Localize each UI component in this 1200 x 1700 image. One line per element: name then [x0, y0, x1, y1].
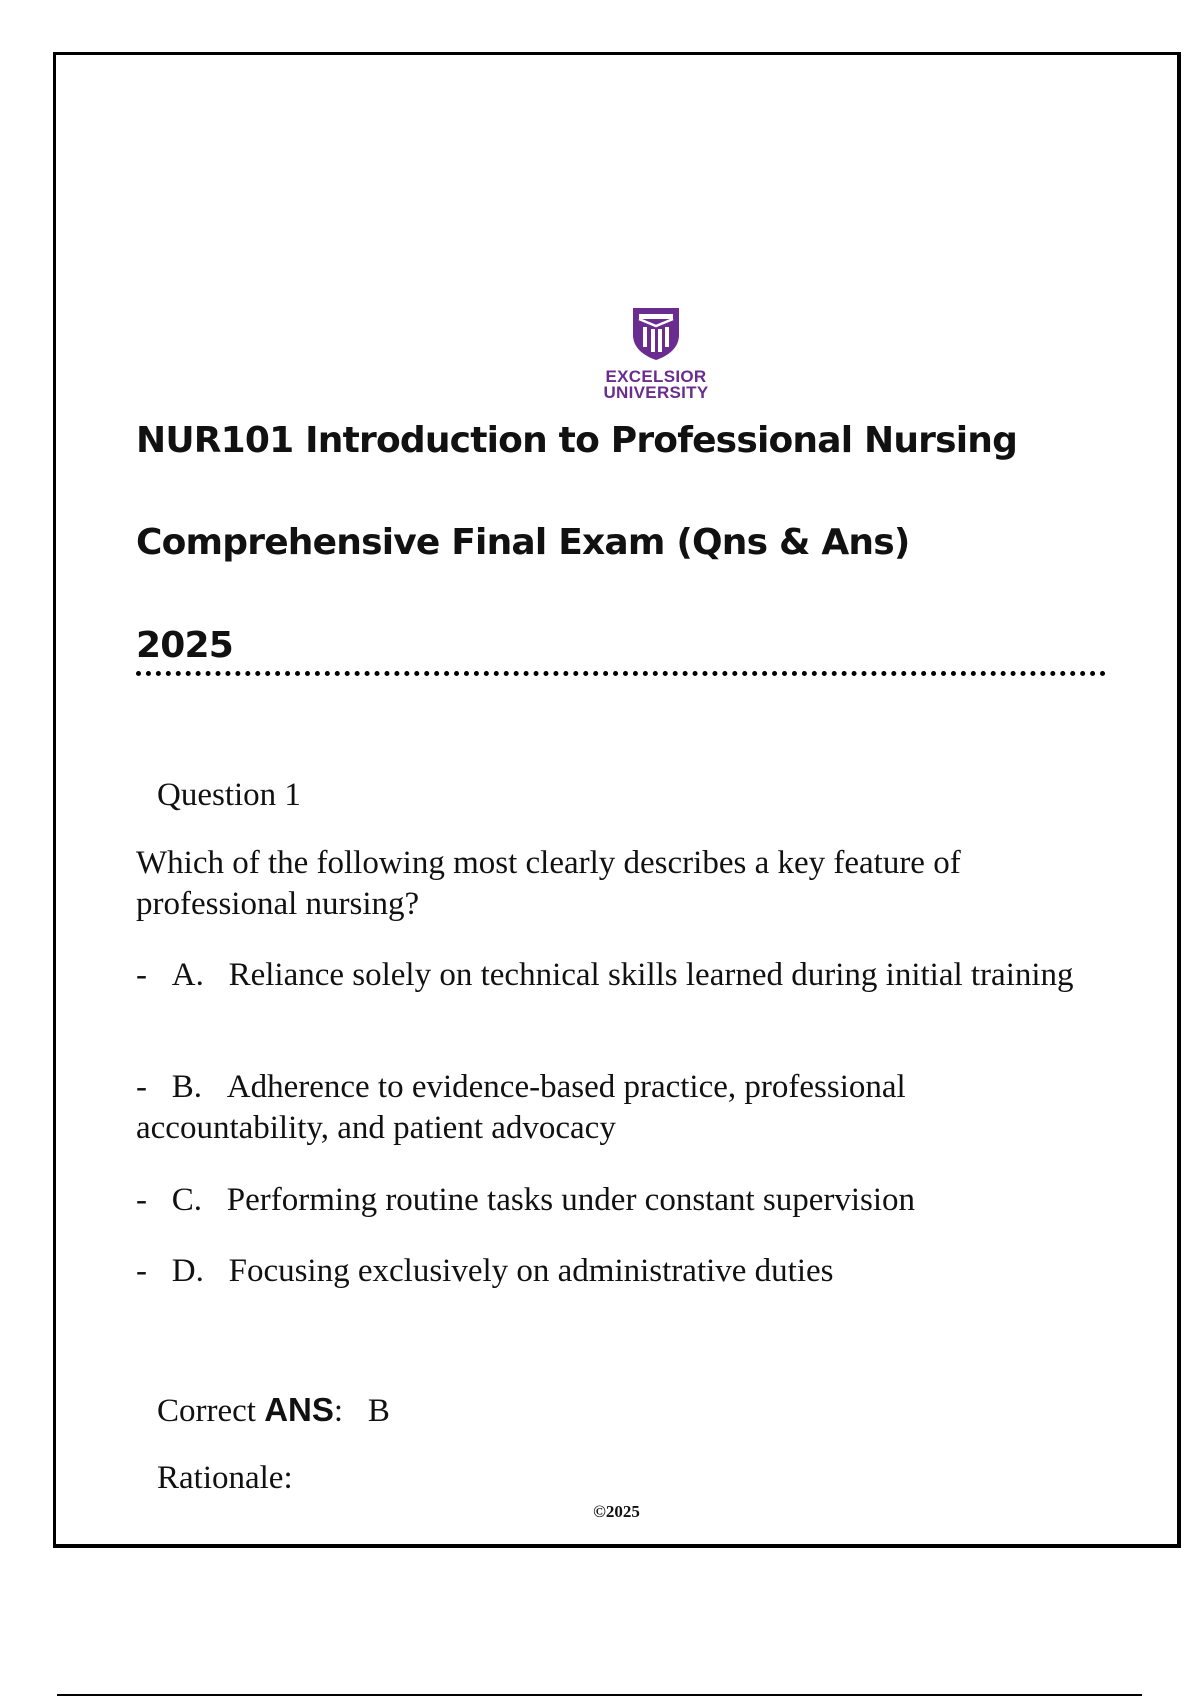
option-bullet: - — [136, 1253, 147, 1289]
option-b — [136, 1067, 1086, 1149]
question-stem: Which of the following most clearly describes a key feature of professional nursing? — [136, 845, 961, 922]
option-bullet: - — [136, 1182, 147, 1218]
correct-answer-separator: : — [333, 1393, 344, 1429]
exam-title: Comprehensive Final Exam (Qns & Ans) — [136, 522, 910, 563]
option-text: Performing routine tasks under constant supervision — [226, 1182, 916, 1218]
correct-answer-prefix: Correct — [157, 1393, 256, 1429]
option-text: Focusing exclusively on administrative duties — [228, 1253, 834, 1289]
option-text: Reliance solely on technical skills learned during initial training — [228, 957, 1074, 993]
option-c — [136, 1180, 1086, 1221]
course-title: NUR101 Introduction to Professional Nursing — [136, 420, 1018, 461]
exam-year: 2025 — [136, 625, 233, 666]
option-text: Adherence to evidence-based practice, professional accountability, and patient advocacy — [136, 1069, 906, 1146]
correct-answer — [157, 1389, 1107, 1432]
copyright-footer: ©2025 — [593, 1502, 640, 1521]
shield-columns-icon — [630, 305, 682, 361]
page-frame — [53, 52, 1181, 1548]
option-bullet: - — [136, 1069, 147, 1105]
logo-text-line2: UNIVERSITY — [603, 383, 709, 402]
option-letter: A. — [171, 957, 204, 993]
page-bottom-rule — [57, 1694, 1142, 1696]
university-logo — [576, 247, 736, 417]
logo-text-line1: EXCELSIOR — [605, 367, 707, 386]
option-d — [136, 1251, 1086, 1292]
question-number: Question 1 — [157, 777, 301, 813]
correct-answer-label: ANS — [264, 1391, 334, 1428]
correct-answer-value: B — [367, 1393, 390, 1429]
option-a — [136, 955, 1086, 996]
option-letter: B. — [171, 1069, 203, 1105]
option-bullet: - — [136, 957, 147, 993]
rationale-label: Rationale: — [157, 1460, 293, 1496]
title-divider — [136, 671, 1106, 676]
option-letter: C. — [171, 1182, 203, 1218]
option-letter: D. — [171, 1253, 204, 1289]
